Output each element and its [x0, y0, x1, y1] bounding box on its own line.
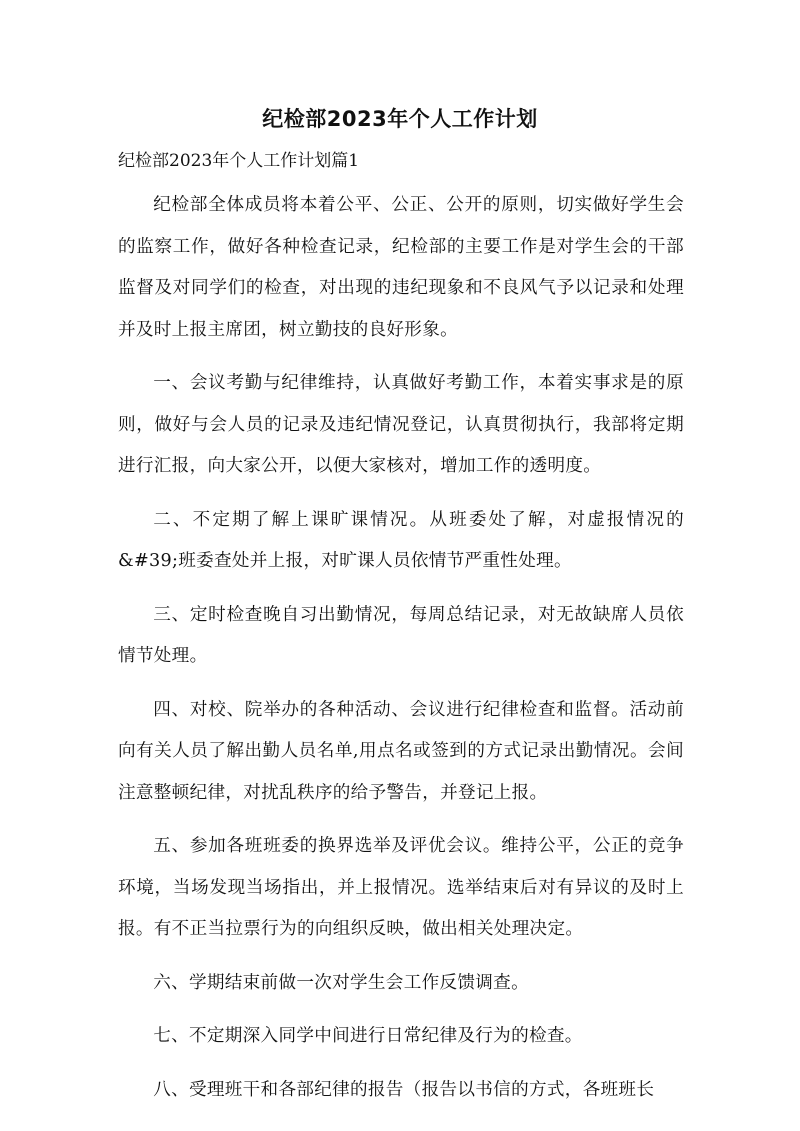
document-title: 纪检部2023年个人工作计划	[262, 107, 538, 131]
paragraph-intro: 纪检部全体成员将本着公平、公正、公开的原则，切实做好学生会的监察工作，做好各种检查记录，纪检部的主要工作是对学生会的干部监督及对同学们的检查，对出现的违纪现象和不良风气予以记录和处理并及时上报主席团，树立勤技的良好形象。	[118, 195, 684, 340]
paragraph-item-5: 五、参加各班班委的换界选举及评优会议。维持公平，公正的竞争环境，当场发现当场指出，并上报情况。选举结束后对有异议的及时上报。有不正当拉票行为的向组织反映，做出相关处理决定。	[118, 836, 684, 939]
paragraph-item-2: 二、不定期了解上课旷课情况。从班委处了解，对虚报情况的&#39;班委查处并上报，对旷课人员依情节严重性处理。	[118, 509, 684, 571]
paragraph-item-8: 八、受理班干和各部纪律的报告（报告以书信的方式，各班班长	[153, 1079, 655, 1100]
paragraph-item-1: 一、会议考勤与纪律维持，认真做好考勤工作，本着实事求是的原则，做好与会人员的记录及违纪情况登记，认真贯彻执行，我部将定期进行汇报，向大家公开，以便大家核对，增加工作的透明度。	[118, 373, 684, 476]
document-subtitle: 纪检部2023年个人工作计划篇1	[118, 151, 360, 171]
document-body	[118, 185, 684, 1123]
paragraph-item-7: 七、不定期深入同学中间进行日常纪律及行为的检查。	[153, 1026, 583, 1046]
paragraph-item-3: 三、定时检查晚自习出勤情况，每周总结记录，对无故缺席人员依情节处理。	[118, 604, 684, 666]
paragraph-item-6: 六、学期结束前做一次对学生会工作反馈调查。	[153, 972, 529, 993]
paragraph-item-4: 四、对校、院举办的各种活动、会议进行纪律检查和监督。活动前向有关人员了解出勤人员名单,用点名或签到的方式记录出勤情况。会间注意整顿纪律，对扰乱秩序的给予警告，并登记上报。	[118, 699, 684, 803]
